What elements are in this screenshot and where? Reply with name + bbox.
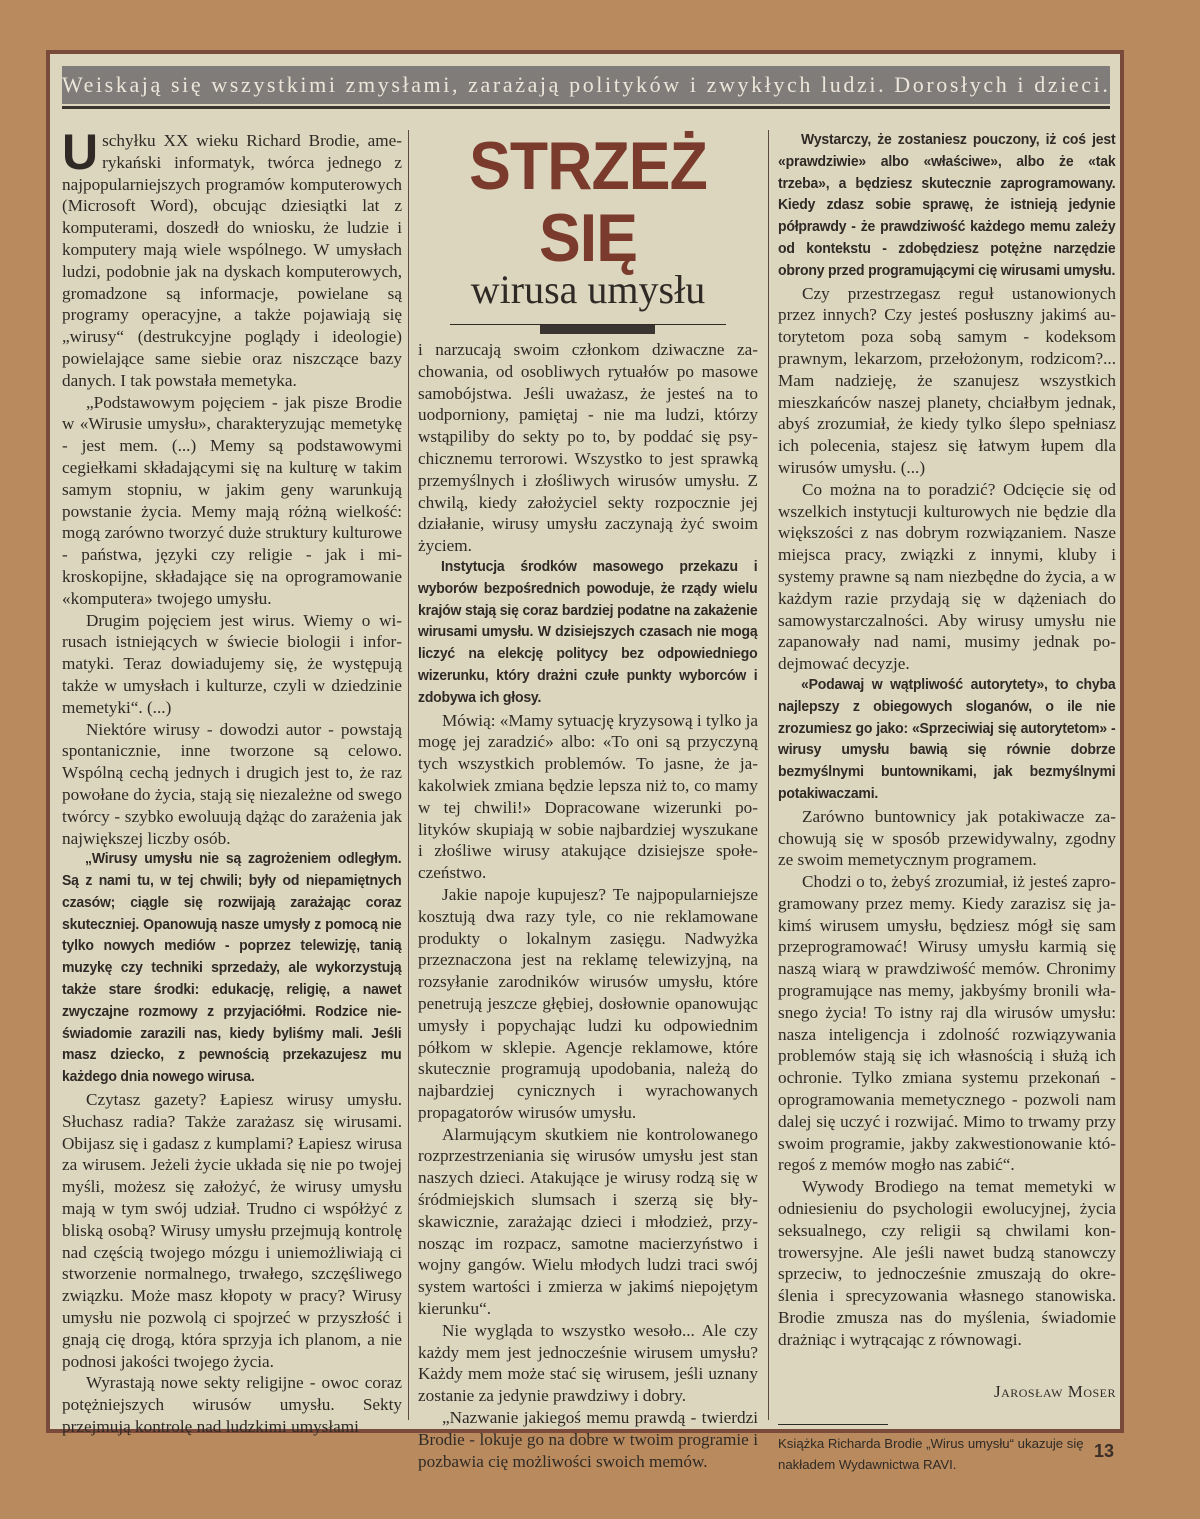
bold-quote-paragraph: „Wirusy umysłu nie są zagrożeniem odległym. Są z nami tu, w tej chwili; były od niepamiętnych czasów; ciągle się rozwijają zarażając coraz skuteczniej. Opanowują nasze umysły z pomocą nie tylko nowych mediów - poprzez telewizję, tanią muzykę czy techniki sprzedaży, ale wykorzystują także stare środki: edukację, religię, a nawet zwyczajne rozmowy z przyjaciółmi. Rodzice nieświadomie zarazili nas, kiedy byliśmy mali. Jeśli masz dziecko, z pewnością przekazujesz mu każdego dnia nowego wirusa. — [62, 851, 402, 1086]
paragraph: Jakie napoje kupujesz? Te najpopularniejsze kosztują dwa razy tyle, co nie reklamowane produkty o lokalnym zasięgu. Nadwyżka przeznaczona jest na reklamę telewizyjną, na rozsyłanie zarodników wirusów umysłu, które penetrują jeszcze głębiej, dosłownie opanowując umysły i popychając ludzi ku odpowiednim półkom w sklepie. Agencje reklamowe, które skutecznie programują upodobania, należą do najbardziej cynicznych i wyrachowanych propagatorów wirusów umysłu. — [418, 884, 758, 1122]
banner-rule — [62, 106, 1110, 109]
paragraph: „Nazwanie jakiegoś memu prawdą - twierdzi Brodie - lokuje go na dobre w twoim programie i pozbawia cię możliwości swoich memów. — [418, 1408, 758, 1471]
title-main: STRZEŻ SIĘ — [469, 128, 707, 276]
drop-cap: U — [62, 124, 99, 180]
paragraph: Uschyłku XX wieku Richard Brodie, amerykański informatyk, twórca jednego z najpopularniejszych programów komputerowych (Microsoft Word), obcując dziesiątki lat z komputerami, doszedł do wniosku, że ludzie i komputery mają wiele wspólnego. W umysłach ludzi, podobnie jak na dyskach komputerowych, gromadzone są informacje, powielane są programy operacyjne, a także pojawiają się „wirusy“ (destrukcyjne poglądy i ideologie) powielające same siebie oraz niszczące bazy danych. I tak powstała memetyka. — [62, 124, 402, 390]
paragraph: Drugim pojęciem jest wirus. Wiemy o wirusach istniejących w świecie biologii i informatyki. Teraz dowiadujemy się, że występują także w umysłach i kulturze, czyli w dziedzinie memetyki“. (...) — [62, 610, 402, 717]
paragraph: Wyrastają nowe sekty religijne - owoc coraz potężniejszych wirusów umysłu. Sekty przejmują kontrolę nad ludzkimi umysłami — [62, 1373, 402, 1437]
paragraph: Zarówno buntownicy jak potakiwacze zachowują się w sposób przewidywalny, zgodny ze swoim memetycznym programem. — [778, 806, 1116, 870]
bold-quote-paragraph: Instytucja środków masowego przekazu i wyborów bezpośrednich powoduje, że rządy wielu krajów stają się coraz bardziej podatne na zakażenie wirusami umysłu. W dzisiejszych czasach nie mogą liczyć na elekcję politycy bez odpowiedniego wizerunku, który drażni czułe punkty wyborców i zdobywa ich głosy. — [418, 558, 758, 706]
title-subtitle: wirusa umysłu — [470, 267, 706, 312]
paragraph: Niektóre wirusy - dowodzi autor - powstają spontanicznie, inne tworzone są celowo. Wspólną cechą jednych i drugich jest to, że raz powołane do życia, stają się niezależne od swego twórcy - szybko ewoluują dążąc do zarażenia jak największej liczby osób. — [62, 719, 402, 848]
paragraph: Co można na to poradzić? Odcięcie się od wszelkich instytucji kulturowych nie będzie dla większości z nas dobrym rozwiązaniem. Nasze miejsca pracy, związki z innymi, kluby i systemy prawne są nam niezbędne do życia, a w każdym razie przydają się w dążeniach do samowystarczalności. Aby wirusy umysłu nie zapanowały nad nami, musimy jednak podejmować decyzje. — [778, 479, 1116, 674]
author-signature: Jarosław Moser — [993, 1381, 1116, 1401]
paragraph: Wywody Brodiego na temat memetyki w odniesieniu do psychologii ewolucyjnej, życia seksualnego, czy religii są chwilami kontrowersyjne. Ale jeśli nawet budzą stanowczy sprzeciw, to jednocześnie zmuszają do określenia i sprecyzowania własnego stanowiska. Brodie zmusza nas do myślenia, świadomie drażniąc i wytrącając z równowagi. — [778, 1177, 1116, 1349]
column-divider — [768, 130, 769, 1420]
title-ornament-rule — [450, 324, 726, 325]
paragraph: Alarmującym skutkiem nie kontrolowanego rozprzestrzeniania się wirusów umysłu jest stan naszych dzieci. Atakujące je wirusy rodzą się w śródmiejskich slumsach i szerzą się błyskawicznie, zarażając dzieci i młodzież, przynosząc im rozpacz, samotne macierzyństwo i wojny gangów. Wielu młodych ludzi traci swój system wartości i zmierza w jakimś niepojętym kierunku“. — [418, 1124, 758, 1319]
article-column-3 — [778, 130, 1116, 1475]
paragraph: „Podstawowym pojęciem - jak pisze Brodie w «Wirusie umysłu», charakteryzując memetykę - jest mem. (...) Memy są podstawowymi cegiełkami składającymi się na kulturę w takim samym stopniu, w jakim geny warunkują powstanie życia. Memy mają różną wielkość: mogą zarówno tworzyć duże struktury kulturowe - państwa, języki czy religie - jak i mikroskopijne, składające się na oprogramowanie «komputera» twojego umysłu. — [62, 392, 402, 608]
article-title — [418, 130, 758, 325]
paragraph: Czytasz gazety? Łapiesz wirusy umysłu. Słuchasz radia? Także zarażasz się wirusami. Obijasz się i gadasz z kumplami? Łapiesz wirusa za wirusem. Jeżeli życie układa się nie po twojej myśli, możesz się założyć, że wirusy umysłu mają w tym swój udział. Trudno ci współżyć z bliską osobą? Wirusy umysłu przejmują kontrolę nad częścią twojego mózgu i uniemożliwiają ci stworzenie normalnego, trwałego, szczęśliwego związku. Może masz kłopoty w pracy? Wirusy umysłu nie pozwolą ci spojrzeć w przyszłość i gnają cię drogą, która sprzyja ich planom, a nie podnosi jakości twojego życia. — [62, 1090, 402, 1371]
bold-quote-paragraph: «Podawaj w wątpliwość autorytety», to chyba najlepszy z obiegowych sloganów, o ile nie zrozumiesz go jako: «Sprzeciwiaj się autorytetom» - wirusy umysłu bawią się równie dobrze bezmyślnymi buntownikami, jak bezmyślnymi potakiwaczami. — [778, 676, 1116, 802]
page-number: 13 — [1094, 1441, 1115, 1461]
article-column-1 — [62, 124, 402, 1438]
paragraph: Czy przestrzegasz reguł ustanowionych przez innych? Czy jesteś posłuszny jakimś autorytetom poza sobą samym - kodeksom prawnym, lekarzom, przełożonym, rodzicom?... Mam nadzieję, że szanujesz wszystkich mieszkańców naszej planety, chciałbym jednak, abyś zrozumiał, że kiedy tylko ślepo spełniasz ich polecenia, stajesz się łatwym łupem dla wirusów umysłu. (...) — [778, 283, 1116, 477]
paragraph: Mówią: «Mamy sytuację kryzysową i tylko ja mogę jej zaradzić» albo: «To oni są przyczyną tych wszystkich problemów. To jasne, że jakakolwiek zmiana będzie lepsza niż to, co mamy w tej chwili!» Dopracowane wizerunki polityków skupiają w sobie najbardziej wyszukane i złośliwe wirusy atakujące dzisiejsze społeczeństwo. — [418, 710, 758, 883]
article-column-2 — [418, 130, 758, 1472]
paragraph: i narzucają swoim członkom dziwaczne zachowania, od osobliwych rytuałów po masowe samobójstwa. Jeśli uważasz, że jesteś na to uodporniony, pamiętaj - nie ma ludzi, którzy wstąpiliby do sekty po to, by poddać się psychicznemu terrorowi. Wszystko to jest sprawką przemyślnych i złośliwych wirusów umysłu. Z chwilą, kiedy założyciel sekty rozpocznie jej działanie, wirusy umysłu zaczynają żyć swoim życiem. — [418, 340, 758, 556]
footnote-rule — [778, 1424, 888, 1425]
bold-quote-paragraph: Wystarczy, że zostaniesz pouczony, iż coś jest «prawdziwie» albo «właściwe», albo że «tak trzeba», a będziesz skutecznie zaprogramowany. Kiedy zdasz sobie sprawę, że istnieją jedynie półprawdy - że prawdziwość każdego memu zależy od kontekstu - zdobędziesz potężne narzędzie obrony przed programującymi cię wirusami umysłu. — [778, 132, 1116, 279]
column-divider — [408, 130, 409, 1420]
book-footnote: Książka Richarda Brodie „Wirus umysłu“ ukazuje się nakładem Wydawnictwa RAVI. — [778, 1436, 1084, 1473]
article-banner: Weiskają się wszystkimi zmysłami, zarażają polityków i zwykłych ludzi. Dorosłych i dzieci. — [62, 66, 1110, 104]
paragraph: Chodzi o to, żebyś zrozumiał, iż jesteś zaprogramowany przez memy. Kiedy zarazisz się jakimś wirusem umysłu, będziesz mógł się sam przeprogramować! Wirusy umysłu karmią się naszą wiarą w prawdziwość memów. Chronimy programujące nas memy, jakbyśmy bronili własnego życia! To istny raj dla wirusów umysłu: nasza inteligencja i zdolność rozwiązywania problemów stają się ich własnością i służą ich ochronie. Tylko zmiana systemu przekonań - oprogramowania memetycznego - pozwoli nam dalej się uczyć i rozwijać. Mimo to trwamy przy swoim programie, jakby zakwestionowanie któregoś z memów mogło nas zabić“. — [778, 872, 1116, 1175]
paragraph: Nie wygląda to wszystko wesoło... Ale czy każdy mem jest jednocześnie wirusem umysłu? Każdy mem może stać się wirusem, jeśli uznany zostanie za jedynie prawdziwy i dobry. — [418, 1320, 758, 1406]
title-ornament-bar — [540, 325, 655, 334]
